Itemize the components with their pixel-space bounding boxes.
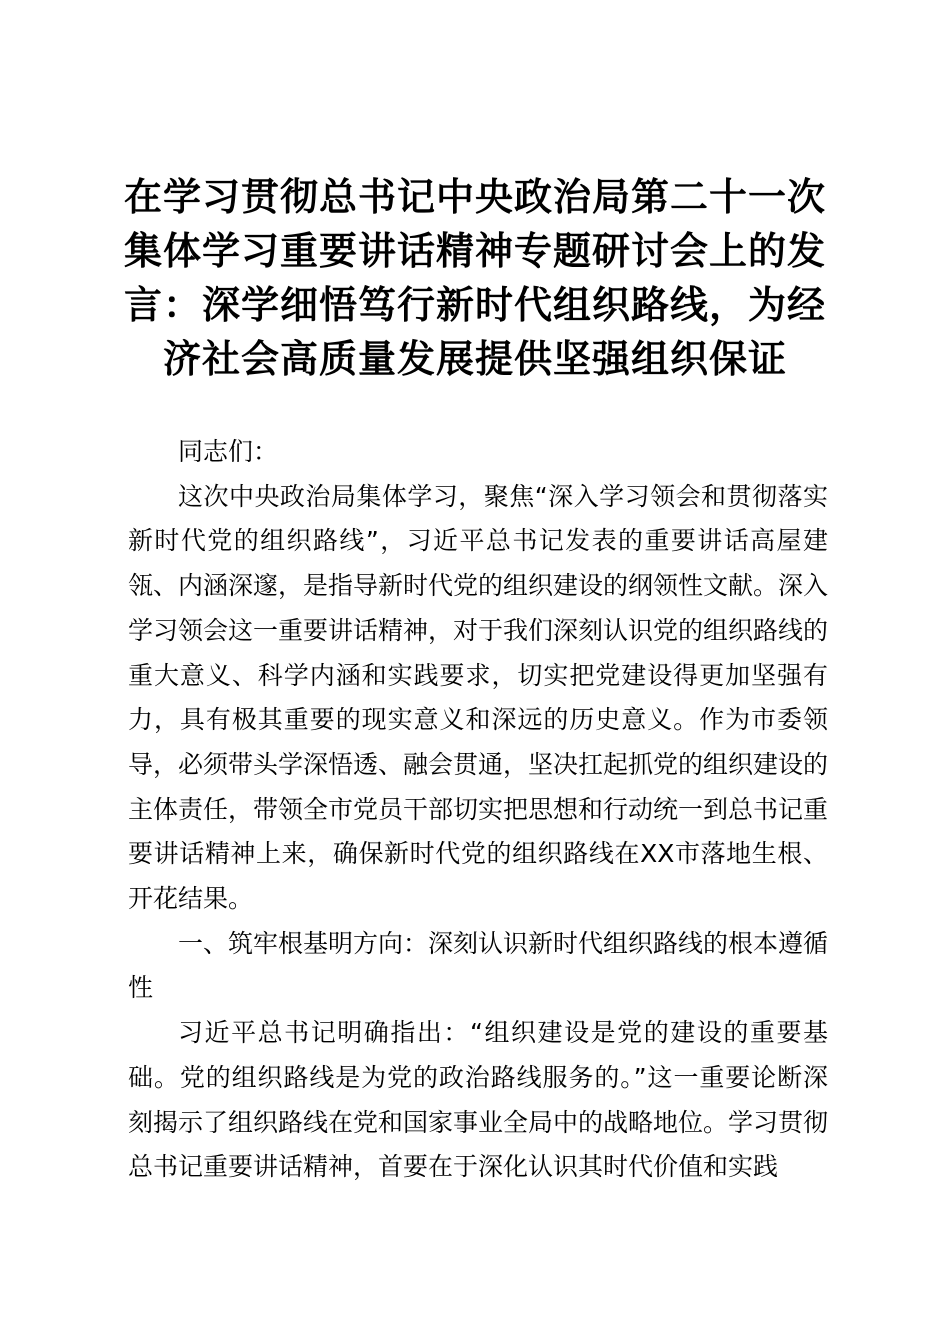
document-body: [128, 430, 828, 1190]
paragraph-section-1: 习近平总书记明确指出：“组织建设是党的建设的重要基础。党的组织路线是为党的政治路线服务的。”这一重要论断深刻揭示了组织路线在党和国家事业全局中的战略地位。学习贯彻总书记重要讲话精神，首要在于深化认识其时代价值和实践: [128, 1018, 829, 1182]
section-heading-1: 一、筑牢根基明方向：深刻认识新时代组织路线的根本遵循性: [128, 928, 829, 1003]
salutation: 同志们：: [178, 437, 279, 466]
paragraph-intro: 这次中央政治局集体学习，聚焦“深入学习领会和贯彻落实新时代党的组织路线”，习近平总书记发表的重要讲话高屋建瓴、内涵深邃，是指导新时代党的组织建设的纲领性文献。深入学习领会这一重要讲话精神，对于我们深刻认识党的组织路线的重大意义、科学内涵和实践要求，切实把党建设得更加坚强有力，具有极其重要的现实意义和深远的历史意义。作为市委领导，必须带头学深悟透、融会贯通，坚决扛起抓党的组织建设的主体责任，带领全市党员干部切实把思想和行动统一到总书记重要讲话精神上来，确保新时代党的组织路线在XX市落地生根、开花结果。: [128, 481, 829, 914]
document-title: 在学习贯彻总书记中央政治局第二十一次集体学习重要讲话精神专题研讨会上的发言：深学细悟笃行新时代组织路线，为经济社会高质量发展提供坚强组织保证: [123, 174, 826, 381]
